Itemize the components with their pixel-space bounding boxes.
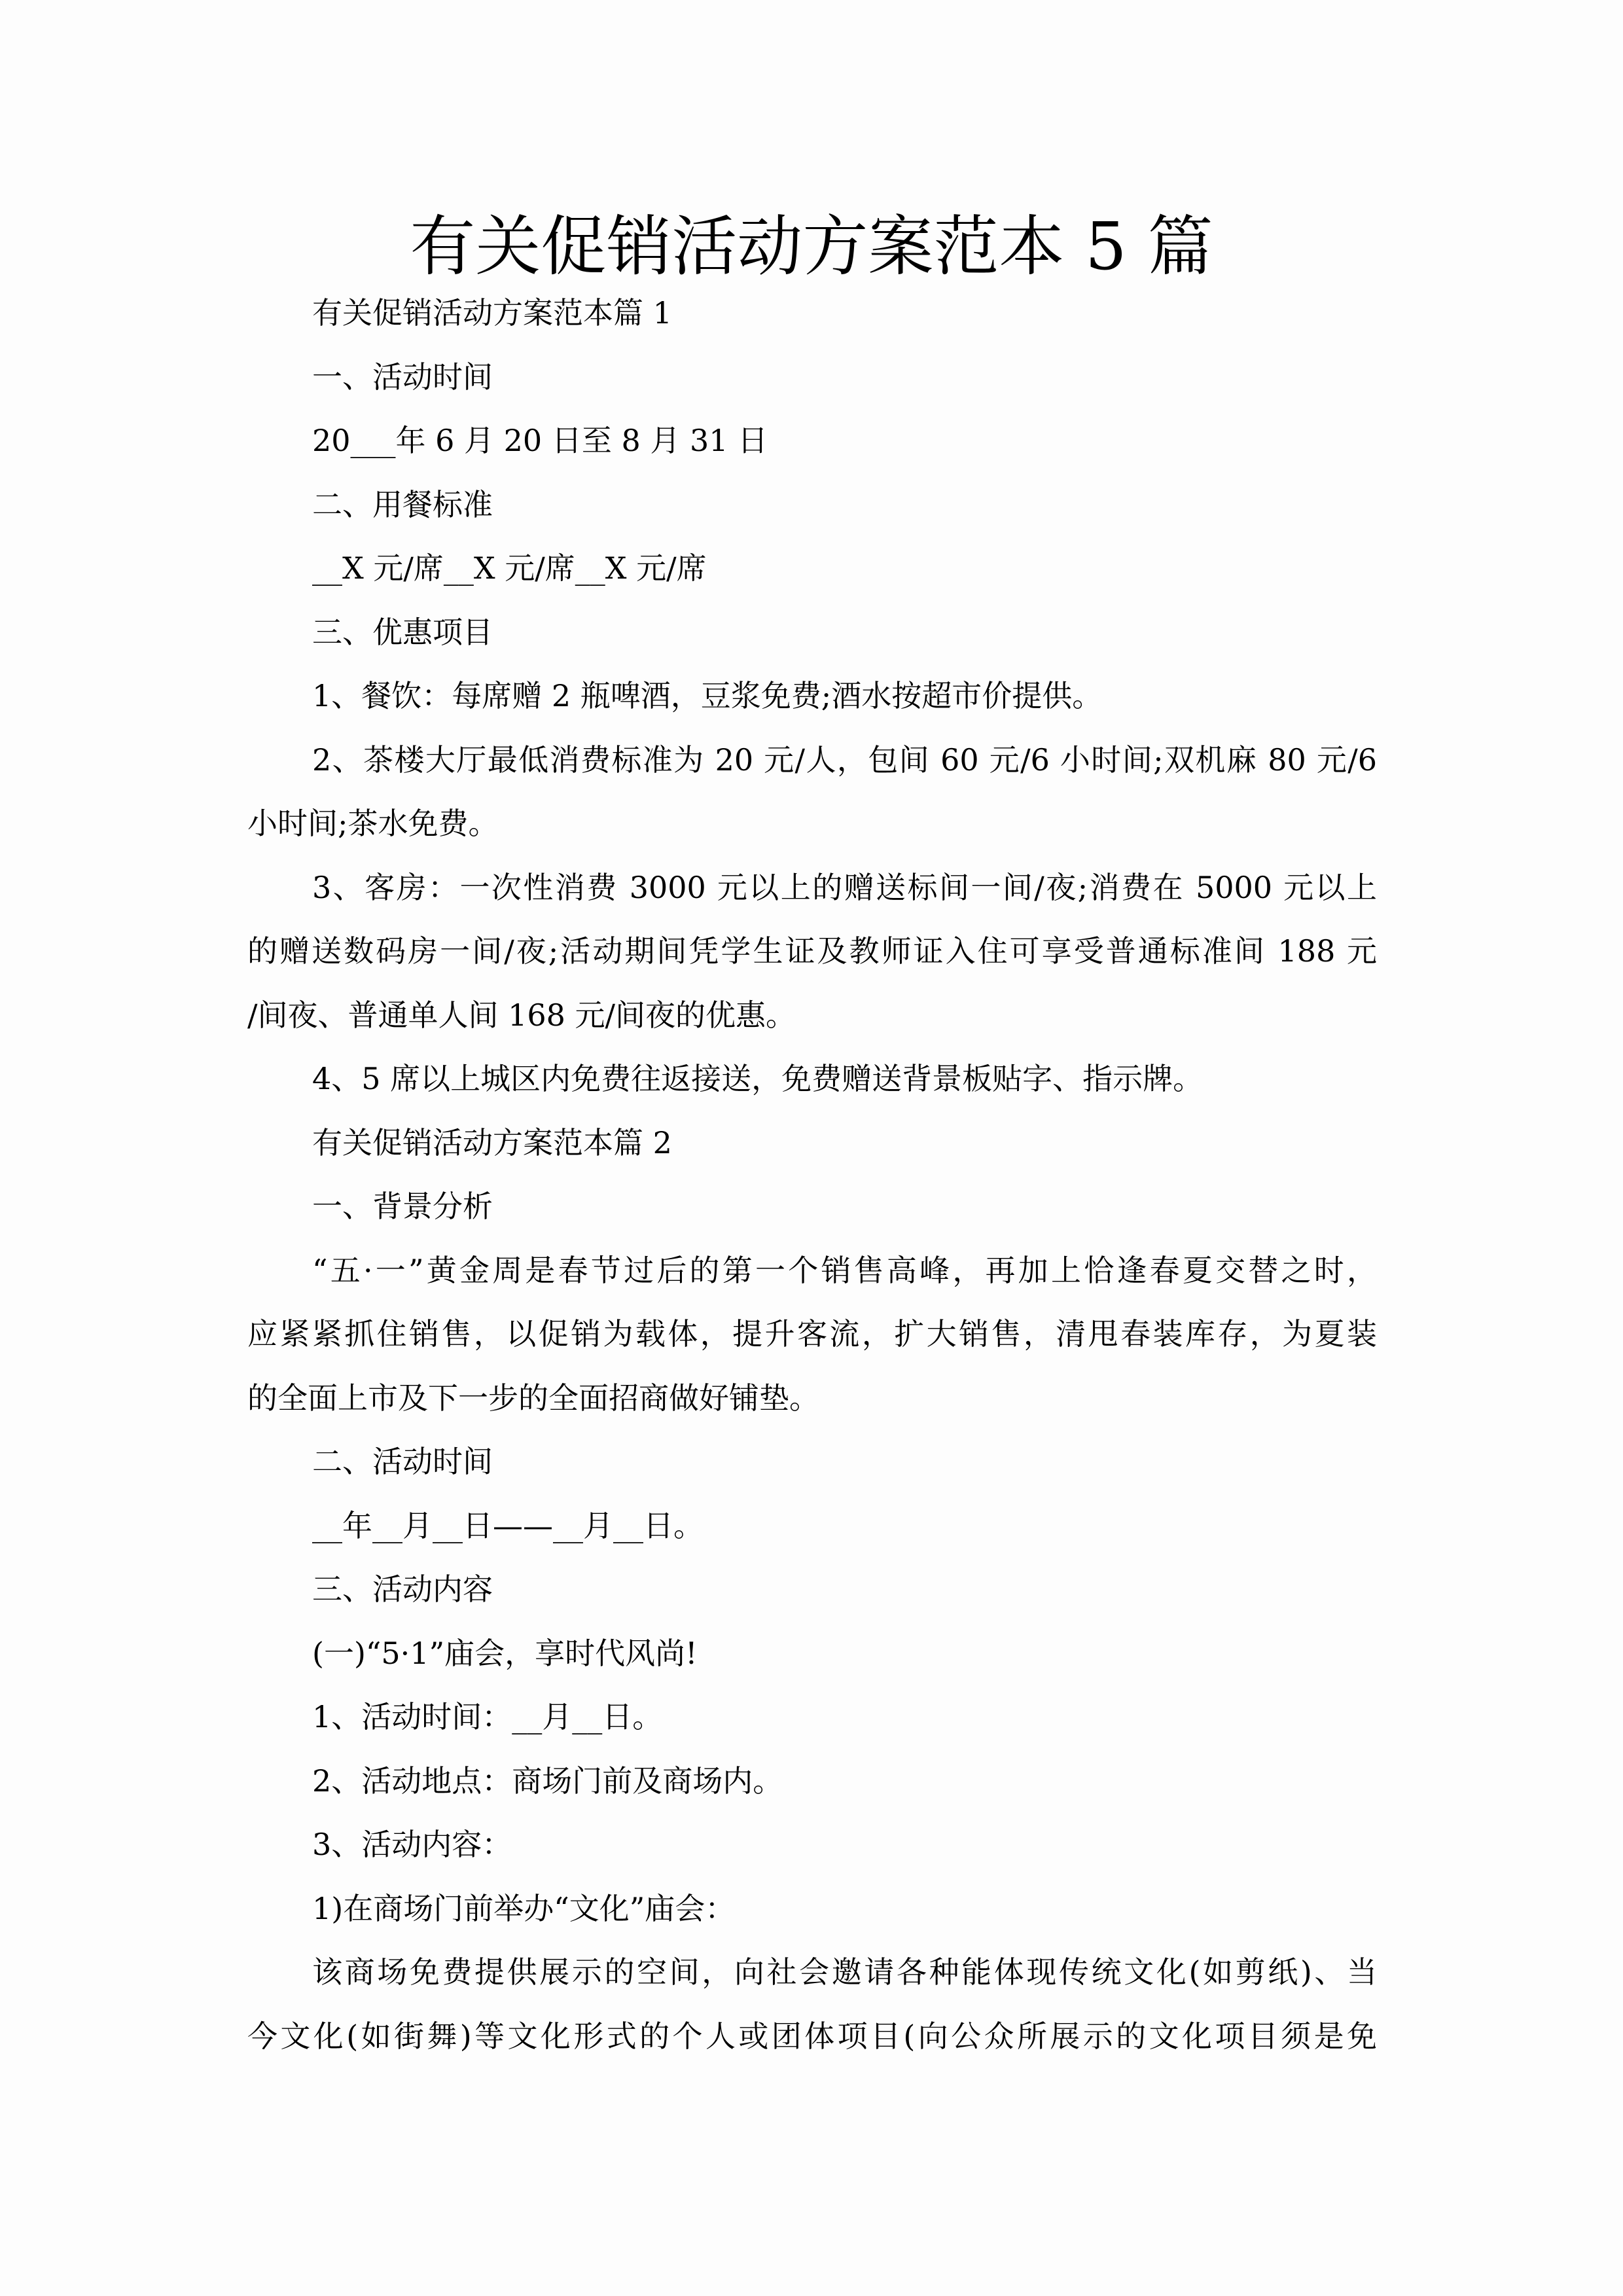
document-body [247,281,1377,2068]
text-line: 二、活动时间 [312,1444,493,1479]
text-line: 1)在商场门前举办“文化”庙会： [312,1890,736,1926]
text-line: 的全面上市及下一步的全面招商做好铺垫。 [247,1380,819,1416]
text-line: (一)“5·1”庙会，享时代风尚! [312,1635,698,1671]
text-line: 一、活动时间 [312,359,493,395]
text-line: 应紧紧抓住销售，以促销为载体，提升客流，扩大销售，清甩春装库存，为夏装 [247,1316,1377,1352]
text-line: 该商场免费提供展示的空间，向社会邀请各种能体现传统文化(如剪纸)、当 [312,1954,1377,1990]
text-line: 3、活动内容： [312,1827,512,1862]
text-line: __X 元/席__X 元/席__X 元/席 [312,550,707,586]
text-line: 今文化(如街舞)等文化形式的个人或团体项目(向公众所展示的文化项目须是免 [247,2018,1377,2054]
text-line: 1、餐饮：每席赠 2 瓶啤酒，豆浆免费;酒水按超市价提供。 [312,678,1103,713]
text-line: 一、背景分析 [312,1189,493,1224]
text-line: 20___年 6 月 20 日至 8 月 31 日 [312,423,768,458]
text-line: 小时间;茶水免费。 [247,806,499,841]
text-line: 2、茶楼大厅最低消费标准为 20 元/人，包间 60 元/6 小时间;双机麻 80 元/6 [312,742,1377,778]
text-line: 的赠送数码房一间/夜;活动期间凭学生证及教师证入住可享受普通标准间 188 元 [247,933,1377,969]
text-line: 三、活动内容 [312,1571,493,1607]
text-line: __年__月__日——__月__日。 [312,1507,704,1543]
text-line: /间夜、普通单人间 168 元/间夜的优惠。 [247,997,796,1033]
text-line: 4、5 席以上城区内免费往返接送，免费赠送背景板贴字、指示牌。 [312,1061,1204,1096]
text-line: “五·一”黄金周是春节过后的第一个销售高峰，再加上恰逢春夏交替之时， [312,1252,1377,1288]
text-line: 1、活动时间：__月__日。 [312,1699,663,1734]
text-line: 有关促销活动方案范本篇 2 [312,1124,672,1160]
text-line: 2、活动地点：商场门前及商场内。 [312,1763,783,1799]
document-title: 有关促销活动方案范本 5 篇 [410,208,1213,285]
text-line: 3、客房：一次性消费 3000 元以上的赠送标间一间/夜;消费在 5000 元以上 [312,869,1377,905]
text-line: 二、用餐标准 [312,486,493,522]
text-line: 三、优惠项目 [312,614,493,650]
text-line: 有关促销活动方案范本篇 1 [312,295,672,331]
